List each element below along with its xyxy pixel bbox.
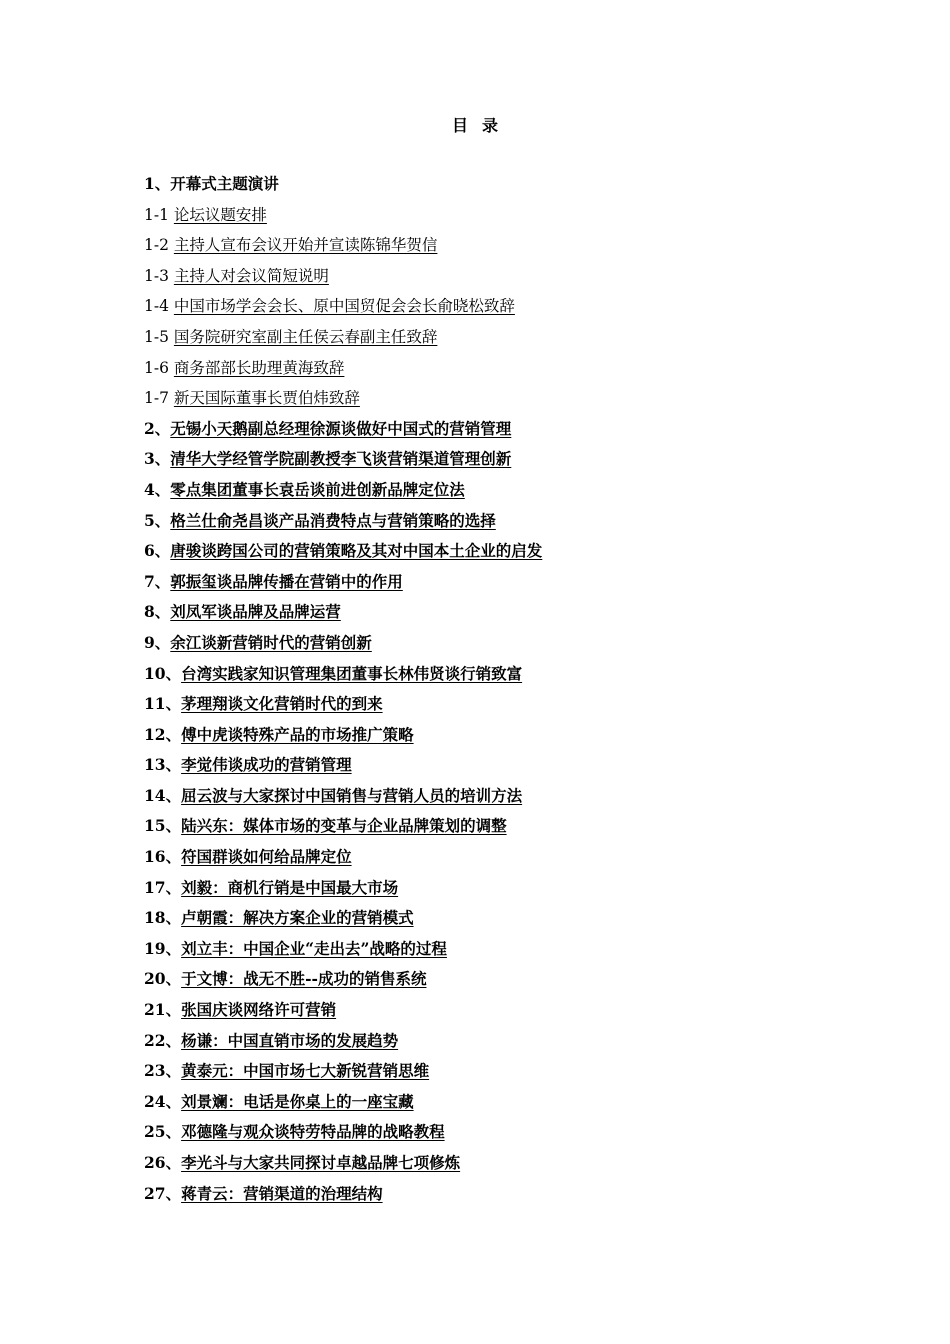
toc-item-number: 1-4: [144, 297, 174, 316]
toc-item[interactable]: [144, 1120, 542, 1151]
toc-item-link[interactable]: 论坛议题安排: [173, 205, 267, 224]
toc-item[interactable]: [144, 386, 542, 417]
toc-item-link[interactable]: 新天国际董事长贾伯炜致辞: [173, 389, 360, 408]
toc-item[interactable]: [144, 294, 542, 325]
toc-item-link[interactable]: 张国庆谈网络许可营销: [181, 1000, 337, 1020]
toc-item-link[interactable]: 李觉伟谈成功的营销管理: [181, 755, 352, 775]
toc-item-link[interactable]: 刘立丰：中国企业“走出去”战略的过程: [181, 938, 447, 958]
toc-item-link[interactable]: 邓德隆与观众谈特劳特品牌的战略教程: [181, 1122, 445, 1142]
toc-item-link[interactable]: 傅中虎谈特殊产品的市场推广策略: [181, 724, 414, 744]
toc-item-link[interactable]: 主持人对会议简短说明: [173, 266, 329, 285]
toc-item[interactable]: [144, 1059, 542, 1090]
toc-item[interactable]: [144, 692, 542, 723]
toc-item: [144, 172, 542, 203]
toc-item[interactable]: [144, 1029, 542, 1060]
toc-item[interactable]: [144, 1090, 542, 1121]
toc-item[interactable]: [144, 478, 542, 509]
toc-item-number: 8、: [144, 602, 171, 622]
toc-item[interactable]: [144, 784, 542, 815]
toc-item-number: 1-2: [144, 236, 174, 255]
toc-item[interactable]: [144, 325, 542, 356]
toc-item-link[interactable]: 唐骏谈跨国公司的营销策略及其对中国本土企业的启发: [170, 541, 543, 561]
toc-item[interactable]: [144, 1182, 542, 1213]
toc-item-number: 10、: [144, 663, 182, 683]
toc-item-number: 1、: [144, 174, 171, 193]
toc-item-link[interactable]: 于文博：战无不胜--成功的销售系统: [181, 969, 427, 989]
toc-item-link[interactable]: 蒋青云：营销渠道的治理结构: [181, 1183, 383, 1203]
toc-item-link[interactable]: 符国群谈如何给品牌定位: [181, 847, 352, 867]
toc-item-number: 20、: [144, 969, 182, 989]
toc-item-number: 25、: [144, 1122, 182, 1142]
toc-item-link[interactable]: 刘凤军谈品牌及品牌运营: [170, 602, 341, 622]
toc-item-number: 21、: [144, 1000, 182, 1020]
toc-item[interactable]: [144, 600, 542, 631]
toc-item-link[interactable]: 李光斗与大家共同探讨卓越品牌七项修炼: [181, 1153, 461, 1172]
toc-item-number: 15、: [144, 816, 182, 836]
toc-item[interactable]: [144, 447, 542, 478]
toc-item-number: 3、: [144, 449, 171, 469]
toc-item-number: 24、: [144, 1091, 182, 1111]
toc-item-number: 22、: [144, 1030, 182, 1050]
toc-item[interactable]: [144, 509, 542, 540]
toc-item[interactable]: [144, 233, 542, 264]
toc-item-link[interactable]: 零点集团董事长袁岳谈前进创新品牌定位法: [170, 479, 465, 499]
toc-item-link[interactable]: 国务院研究室副主任侯云春副主任致辞: [173, 327, 438, 346]
toc-item[interactable]: [144, 967, 542, 998]
toc-item-number: 18、: [144, 908, 182, 928]
toc-item-link[interactable]: 格兰仕俞尧昌谈产品消费特点与营销策略的选择: [170, 510, 496, 530]
toc-item[interactable]: [144, 876, 542, 907]
toc-item-number: 26、: [144, 1153, 182, 1172]
toc-item-number: 14、: [144, 785, 182, 805]
toc-item[interactable]: [144, 264, 542, 295]
toc-item-number: 13、: [144, 755, 182, 775]
toc-item-link[interactable]: 余江谈新营销时代的营销创新: [170, 632, 372, 652]
toc-item-link[interactable]: 卢朝霞：解决方案企业的营销模式: [181, 908, 414, 928]
toc-item-link[interactable]: 主持人宣布会议开始并宣读陈锦华贺信: [173, 236, 438, 255]
toc-item[interactable]: [144, 1151, 542, 1182]
toc-item-number: 1-7: [144, 389, 174, 408]
toc-item-heading: 开幕式主题演讲: [170, 174, 279, 193]
toc-item[interactable]: [144, 937, 542, 968]
toc-item-number: 7、: [144, 571, 171, 591]
toc-item-number: 1-1: [144, 205, 174, 224]
toc-item-link[interactable]: 无锡小天鹅副总经理徐源谈做好中国式的营销管理: [170, 418, 512, 438]
toc-item-link[interactable]: 台湾实践家知识管理集团董事长林伟贤谈行销致富: [181, 663, 523, 683]
toc-item-link[interactable]: 陆兴东：媒体市场的变革与企业品牌策划的调整: [181, 816, 507, 836]
toc-item-link[interactable]: 茅理翔谈文化营销时代的到来: [181, 694, 383, 714]
toc-item-link[interactable]: 中国市场学会会长、原中国贸促会会长俞晓松致辞: [173, 297, 515, 316]
toc-item-number: 23、: [144, 1061, 182, 1081]
toc-item-number: 6、: [144, 541, 171, 561]
toc-item[interactable]: [144, 631, 542, 662]
toc-item-link[interactable]: 商务部部长助理黄海致辞: [173, 358, 345, 377]
toc-item[interactable]: [144, 570, 542, 601]
toc-item-number: 1-3: [144, 266, 174, 285]
toc-item-number: 19、: [144, 938, 182, 958]
toc-item-number: 11、: [144, 694, 182, 714]
toc-item-link[interactable]: 清华大学经管学院副教授李飞谈营销渠道管理创新: [170, 449, 512, 469]
toc-item[interactable]: [144, 662, 542, 693]
toc-item[interactable]: [144, 814, 542, 845]
toc-item-number: 2、: [144, 418, 171, 438]
toc-item-link[interactable]: 刘毅：商机行销是中国最大市场: [181, 877, 399, 897]
toc-item-number: 27、: [144, 1183, 182, 1203]
toc-item-number: 5、: [144, 510, 171, 530]
toc-item[interactable]: [144, 906, 542, 937]
toc-item-link[interactable]: 郭振玺谈品牌传播在营销中的作用: [170, 571, 403, 591]
toc-item-link[interactable]: 杨谦：中国直销市场的发展趋势: [181, 1030, 399, 1050]
toc-item-number: 16、: [144, 847, 182, 867]
toc-item[interactable]: [144, 845, 542, 876]
toc-item-number: 1-6: [144, 358, 174, 377]
toc-item-number: 4、: [144, 479, 171, 499]
toc-item[interactable]: [144, 998, 542, 1029]
toc-item[interactable]: [144, 753, 542, 784]
toc-item[interactable]: [144, 356, 542, 387]
toc-item-link[interactable]: 刘景斓：电话是你桌上的一座宝藏: [181, 1091, 414, 1111]
toc-item-number: 12、: [144, 724, 182, 744]
toc-item[interactable]: [144, 417, 542, 448]
toc-list: [144, 172, 542, 1212]
toc-item-number: 17、: [144, 877, 182, 897]
toc-item[interactable]: [144, 203, 542, 234]
toc-item-link[interactable]: 屈云波与大家探讨中国销售与营销人员的培训方法: [181, 785, 523, 805]
toc-item-link[interactable]: 黄泰元：中国市场七大新锐营销思维: [181, 1061, 430, 1081]
toc-title: 目录: [451, 116, 512, 135]
toc-item-number: 1-5: [144, 327, 174, 346]
toc-item-number: 9、: [144, 632, 171, 652]
toc-item[interactable]: [144, 539, 542, 570]
toc-item[interactable]: [144, 723, 542, 754]
